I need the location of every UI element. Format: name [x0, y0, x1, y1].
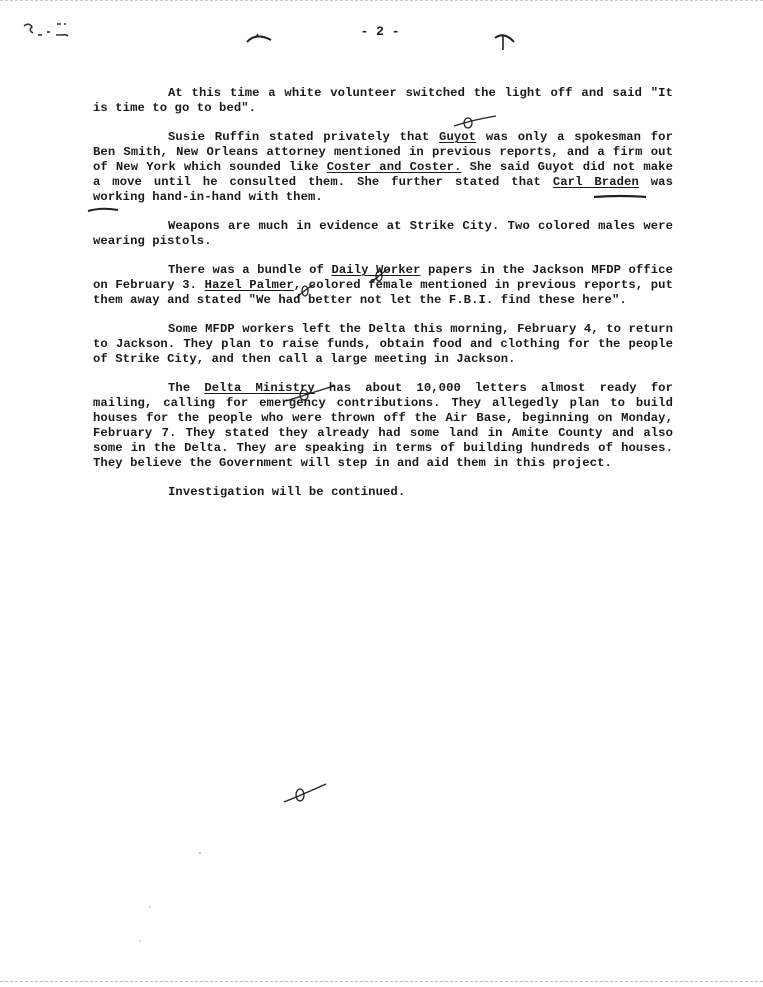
text-run: Investigation will be continued. [168, 485, 406, 499]
underlined-name: Delta Ministry [204, 381, 315, 395]
text-run: papers in the Jackson MFDP office on February 3. [93, 263, 673, 292]
paragraph [93, 130, 673, 205]
paragraph [93, 263, 673, 308]
bottom-perforation [0, 981, 763, 982]
text-run: has about 10,000 letters almost ready for mailing, calling for emergency contributions. They allegedly plan to build houses for the people who were thrown off the Air Base, beginning on Monday, February 7. They stated they already had some land in Amite County and also some in the Delta. They are speaking in terms of building hundreds of houses. They believe the Government will step in and aid them in this project. [93, 381, 674, 470]
underlined-name: Hazel Palmer [204, 278, 294, 292]
paragraph [93, 322, 673, 367]
text-run: was working hand-in-hand with them. [93, 175, 673, 204]
paragraph [93, 485, 673, 500]
corner-scribble-mark [20, 20, 80, 42]
right-hook-mark [492, 30, 518, 52]
page-number: - 2 - [360, 24, 400, 39]
text-run: Weapons are much in evidence at Strike City. Two colored males were wearing pistols. [93, 219, 673, 248]
initial-mark-delta-lower [282, 782, 328, 806]
top-perforation [0, 0, 763, 1]
text-run: There was a bundle of [168, 263, 332, 277]
left-hat-mark [244, 30, 274, 46]
paragraph [93, 381, 673, 471]
paragraph [93, 86, 673, 116]
underlined-name: Guyot [439, 130, 477, 144]
underlined-name: Coster and Coster. [326, 160, 462, 174]
document-body [93, 86, 673, 514]
text-run: Susie Ruffin stated privately that [168, 130, 440, 144]
text-run: , colored female mentioned in previous reports, put them away and stated "We had better not let the F.B.I. find these here". [93, 278, 673, 307]
text-run: Some MFDP workers left the Delta this morning, February 4, to return to Jackson. They plan to raise funds, obtain food and clothing for the people of Strike City, and then call a large meeting in Jackson. [93, 322, 673, 366]
text-run: At this time a white volunteer switched the light off and said "It is time to go to bed". [93, 86, 673, 115]
text-run: She said Guyot did not make a move until he consulted them. She further stated that [93, 160, 673, 189]
underlined-name: Carl Braden [552, 175, 639, 189]
paragraph [93, 219, 673, 249]
text-run: The [168, 381, 205, 395]
underlined-name: Daily Worker [331, 263, 421, 277]
text-run: was only a spokesman for Ben Smith, New Orleans attorney mentioned in previous reports, and a firm out of New York which sounded like [93, 130, 673, 174]
